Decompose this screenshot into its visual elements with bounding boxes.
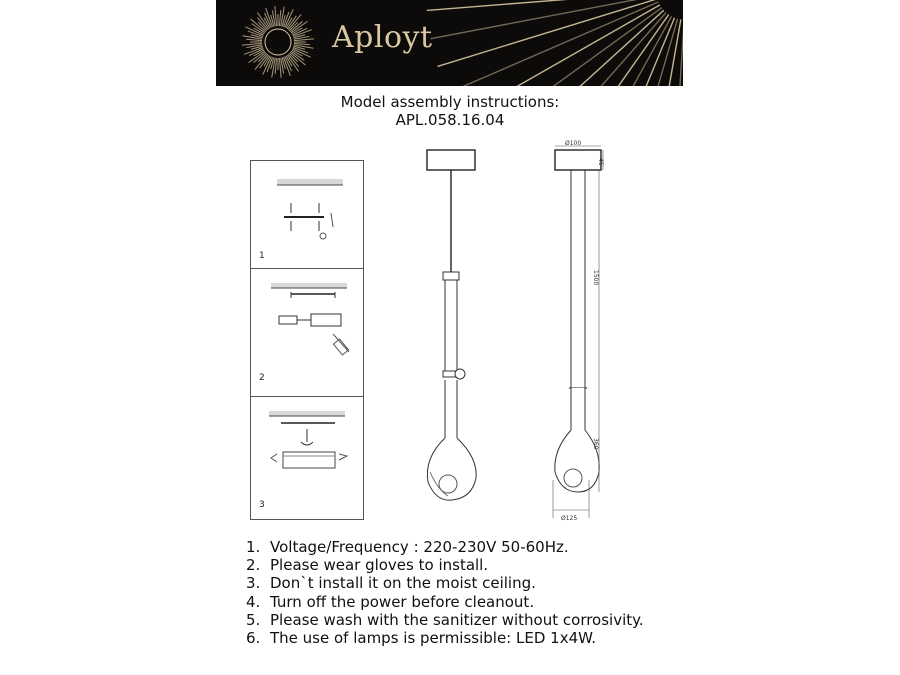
step-number: 3 xyxy=(259,500,265,510)
step-number: 1 xyxy=(259,251,265,261)
instruction-item xyxy=(246,556,644,574)
instruction-item xyxy=(246,629,644,647)
ceiling-bracket-drawing xyxy=(251,161,363,268)
shade-diameter-label: Ø125 xyxy=(561,515,578,522)
instruction-number: 5. xyxy=(246,610,261,629)
brand-banner xyxy=(216,0,683,86)
instruction-number: 4. xyxy=(246,592,261,611)
model-number: APL.058.16.04 xyxy=(395,111,505,129)
pendant-lamp-drawing xyxy=(410,140,490,520)
instruction-item xyxy=(246,538,644,556)
step-panel-1 xyxy=(251,161,363,269)
instruction-number: 2. xyxy=(246,556,261,575)
instruction-text: The use of lamps is permissible: LED 1x4W. xyxy=(270,629,597,648)
wiring-connection-drawing xyxy=(251,268,363,396)
instruction-number: 1. xyxy=(246,538,261,556)
instruction-text: Voltage/Frequency : 220-230V 50-60Hz. xyxy=(270,538,569,556)
instruction-item xyxy=(246,611,644,629)
installation-steps xyxy=(250,160,364,520)
canopy-diameter-label: Ø100 xyxy=(565,140,582,147)
page-title: Model assembly instructions: xyxy=(340,93,560,111)
brand-name: Aployt xyxy=(332,20,433,55)
instruction-text: Please wash with the sanitizer without corrosivity. xyxy=(270,610,644,629)
step-panel-2 xyxy=(251,268,363,397)
instruction-text: Don`t install it on the moist ceiling. xyxy=(270,574,536,593)
instruction-item xyxy=(246,574,644,592)
instruction-text: Please wear gloves to install. xyxy=(270,556,489,575)
instruction-item xyxy=(246,593,644,611)
step-number: 2 xyxy=(259,373,265,383)
dimension-drawing xyxy=(545,140,615,530)
instructions-list xyxy=(246,538,644,647)
shade-height-label: 360 xyxy=(592,438,599,450)
sunburst-logo-icon xyxy=(216,0,683,86)
instruction-number: 6. xyxy=(246,629,261,648)
instruction-number: 3. xyxy=(246,574,261,593)
step-panel-3 xyxy=(251,396,363,519)
cable-length-label: 1500 xyxy=(592,270,599,286)
canopy-height-label: 45 xyxy=(597,158,604,166)
canopy-mount-drawing xyxy=(251,396,363,519)
instruction-text: Turn off the power before cleanout. xyxy=(270,592,535,611)
